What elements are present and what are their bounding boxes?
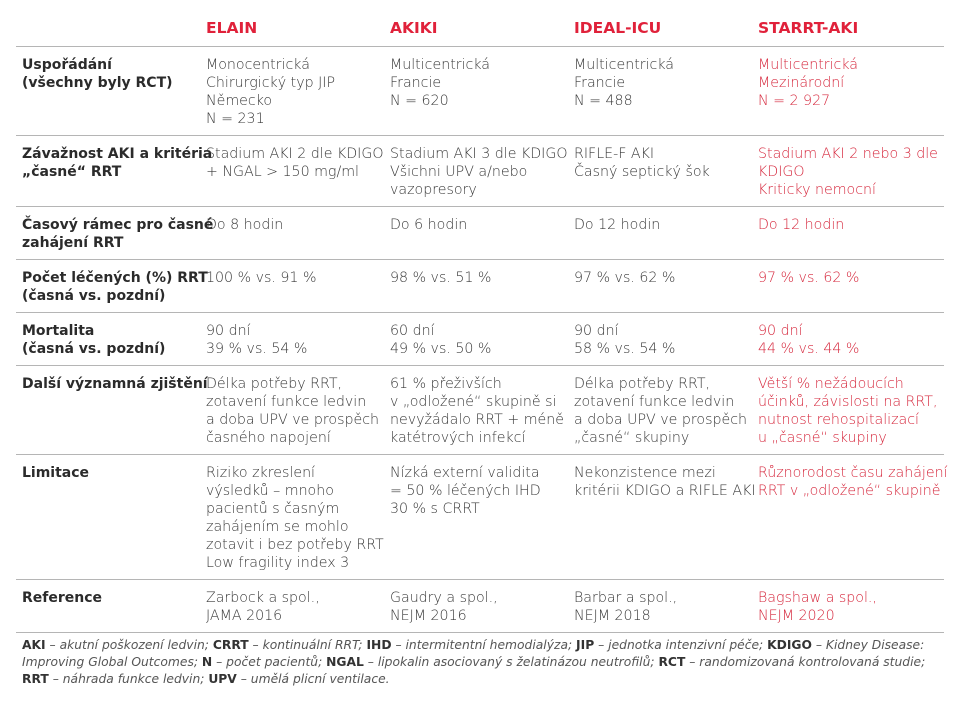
cell-text-line: NEJM 2016 <box>390 608 467 624</box>
row-label-line: Uspořádání <box>22 57 112 73</box>
table-cell <box>384 580 568 633</box>
table-cell <box>200 580 384 633</box>
row-label <box>16 136 213 207</box>
cell-text-line: + NGAL > 150 mg/ml <box>206 164 359 180</box>
cell-text-line: katétrových infekcí <box>390 430 526 446</box>
cell-text-line: 90 dní <box>574 323 619 339</box>
row-label-line: (všechny byly RCT) <box>22 75 173 91</box>
cell-text-line: = 50 % léčených IHD <box>390 483 541 499</box>
footnote-definition: – intermitentní hemodialýza; <box>391 638 577 652</box>
cell-text-line: Větší % nežádoucích <box>758 376 904 392</box>
row-label <box>16 47 200 136</box>
cell-text-line: N = 231 <box>206 111 265 127</box>
cell-text-line: 98 % vs. 51 % <box>390 270 492 286</box>
cell-text-line: 90 dní <box>758 323 803 339</box>
cell-text-line: v „odložené“ skupině si <box>390 394 557 410</box>
cell-text-line: Různorodost času zahájení <box>758 465 948 481</box>
cell-text-line: 61 % přeživších <box>390 376 502 392</box>
cell-text-line: kritérii KDIGO a RIFLE AKI <box>574 483 756 499</box>
row-label-line: Limitace <box>22 465 90 481</box>
cell-text-line: Stadium AKI 2 nebo 3 dle <box>758 146 938 162</box>
cell-text-line: Chirurgický typ JIP <box>206 75 336 91</box>
footnote-abbreviation: JIP <box>576 638 595 652</box>
cell-text-line: zotavit i bez potřeby RRT <box>206 537 384 553</box>
table-cell <box>568 207 752 260</box>
table-cell <box>200 136 384 207</box>
footnote-definition: – Kidney Disease: Improving Global Outcomes; <box>22 638 925 669</box>
cell-text-line: 58 % vs. 54 % <box>574 341 676 357</box>
cell-text-line: 49 % vs. 50 % <box>390 341 492 357</box>
cell-text-line: KDIGO <box>758 164 805 180</box>
table-cell <box>568 47 752 136</box>
table-cell <box>752 136 944 207</box>
row-label-line: Časový rámec pro časné <box>22 217 214 233</box>
cell-text-line: Barbar a spol., <box>574 590 678 606</box>
cell-text-line: Německo <box>206 93 273 109</box>
cell-text-line: výsledků – mnoho <box>206 483 334 499</box>
row-label-line: Počet léčených (%) RRT <box>22 270 208 286</box>
table-cell <box>752 580 944 633</box>
row-label <box>16 366 208 455</box>
footnote-abbreviation: AKI <box>22 638 46 652</box>
cell-text-line: zahájením se mohlo <box>206 519 349 535</box>
cell-text-line: Multicentrická <box>758 57 858 73</box>
footnote-abbreviations <box>22 637 942 688</box>
cell-text-line: nutnost rehospitalizací <box>758 412 919 428</box>
table-header-row <box>16 12 944 47</box>
row-label-line: Mortalita <box>22 323 95 339</box>
table-cell <box>200 260 384 313</box>
cell-text-line: Do 6 hodin <box>390 217 468 233</box>
table-cell <box>384 207 568 260</box>
cell-text-line: a doba UPV ve prospěch <box>574 412 748 428</box>
table-row <box>16 47 944 136</box>
cell-text-line: Stadium AKI 2 dle KDIGO <box>206 146 384 162</box>
cell-text-line: 60 dní <box>390 323 435 339</box>
cell-text-line: Kriticky nemocní <box>758 182 876 198</box>
row-label-line: zahájení RRT <box>22 235 124 251</box>
cell-text-line: 30 % s CRRT <box>390 501 480 517</box>
table-row <box>16 580 944 633</box>
footnote-definition: – lipokalin asociovaný s želatinázou neutrofilů; <box>363 655 659 669</box>
cell-text-line: Do 12 hodin <box>574 217 661 233</box>
table-cell <box>752 455 948 580</box>
footnote-abbreviation: IHD <box>366 638 392 652</box>
footnote-definition: – jednotka intenzivní péče; <box>594 638 768 652</box>
cell-text-line: zotavení funkce ledvin <box>574 394 735 410</box>
cell-text-line: Nekonzistence mezi <box>574 465 716 481</box>
row-label <box>16 260 208 313</box>
footnote-abbreviation: N <box>201 655 213 669</box>
footnote-abbreviation: UPV <box>208 672 237 686</box>
cell-text-line: 90 dní <box>206 323 251 339</box>
cell-text-line: 100 % vs. 91 % <box>206 270 317 286</box>
footnote-abbreviation: KDIGO <box>767 638 812 652</box>
footnote-abbreviation: CRRT <box>212 638 249 652</box>
cell-text-line: časného napojení <box>206 430 331 446</box>
cell-text-line: Gaudry a spol., <box>390 590 498 606</box>
cell-text-line: N = 488 <box>574 93 633 109</box>
table-cell <box>384 366 568 455</box>
footnote-definition: – náhrada funkce ledvin; <box>48 672 209 686</box>
footnote-definition: – randomizovaná kontrolovaná studie; <box>685 655 926 669</box>
footnote-abbreviation: RCT <box>658 655 686 669</box>
footnote-definition: – umělá plicní ventilace. <box>236 672 390 686</box>
table-cell <box>200 455 384 580</box>
cell-text-line: NEJM 2018 <box>574 608 651 624</box>
table-body <box>16 47 948 633</box>
table-cell <box>568 455 756 580</box>
cell-text-line: Stadium AKI 3 dle KDIGO <box>390 146 568 162</box>
cell-text-line: Bagshaw a spol., <box>758 590 877 606</box>
cell-text-line: 97 % vs. 62 % <box>758 270 860 286</box>
cell-text-line: N = 2 927 <box>758 93 831 109</box>
cell-text-line: Riziko zkreslení <box>206 465 315 481</box>
cell-text-line: RIFLE-F AKI <box>574 146 655 162</box>
table-cell <box>200 47 384 136</box>
table-row <box>16 136 944 207</box>
rct-comparison-table <box>16 12 948 633</box>
header-study-starrt-aki: STARRT-AKI <box>758 19 859 37</box>
header-empty-cell <box>16 12 200 47</box>
table-cell <box>752 207 944 260</box>
table-cell <box>384 260 568 313</box>
footnote-definition: – počet pacientů; <box>212 655 327 669</box>
header-study-elain: ELAIN <box>206 19 258 37</box>
cell-text-line: 44 % vs. 44 % <box>758 341 860 357</box>
cell-text-line: „časné“ skupiny <box>574 430 690 446</box>
cell-text-line: Multicentrická <box>390 57 490 73</box>
footnote-abbreviation: NGAL <box>326 655 364 669</box>
row-label <box>16 207 214 260</box>
table-cell <box>384 47 568 136</box>
table-row <box>16 366 944 455</box>
cell-text-line: Francie <box>574 75 626 91</box>
row-label-line: (časná vs. pozdní) <box>22 288 166 304</box>
row-label-line: Reference <box>22 590 103 606</box>
row-label <box>16 313 200 366</box>
cell-text-line: u „časné“ skupiny <box>758 430 887 446</box>
footnote-definition: – akutní poškození ledvin; <box>45 638 213 652</box>
table-cell <box>568 260 752 313</box>
cell-text-line: 97 % vs. 62 % <box>574 270 676 286</box>
cell-text-line: Francie <box>390 75 442 91</box>
table-row <box>16 207 944 260</box>
table-row <box>16 313 944 366</box>
cell-text-line: Všichni UPV a/nebo <box>390 164 528 180</box>
row-label-line: Další významná zjištění <box>22 376 208 392</box>
cell-text-line: Zarbock a spol., <box>206 590 320 606</box>
cell-text-line: nevyžádalo RRT + méně <box>390 412 565 428</box>
table-cell <box>568 313 752 366</box>
row-label <box>16 455 200 580</box>
row-label-line: (časná vs. pozdní) <box>22 341 166 357</box>
cell-text-line: Mezinárodní <box>758 75 845 91</box>
cell-text-line: NEJM 2020 <box>758 608 835 624</box>
table-row <box>16 260 944 313</box>
cell-text-line: RRT v „odložené“ skupině <box>758 483 941 499</box>
cell-text-line: Monocentrická <box>206 57 310 73</box>
table-cell <box>568 366 752 455</box>
table-cell <box>384 313 568 366</box>
table-cell <box>384 136 568 207</box>
cell-text-line: Délka potřeby RRT, <box>206 376 343 392</box>
row-label <box>16 580 200 633</box>
cell-text-line: zotavení funkce ledvin <box>206 394 367 410</box>
table-cell <box>200 366 384 455</box>
header-study-akiki: AKIKI <box>390 19 438 37</box>
footnote-definition: – kontinuální RRT; <box>248 638 367 652</box>
cell-text-line: Časný septický šok <box>574 164 710 180</box>
cell-text-line: pacientů s časným <box>206 501 340 517</box>
cell-text-line: Low fragility index 3 <box>206 555 350 571</box>
cell-text-line: Nízká externí validita <box>390 465 540 481</box>
table-cell <box>384 455 568 580</box>
table-cell <box>752 313 944 366</box>
table-cell <box>752 47 944 136</box>
cell-text-line: Délka potřeby RRT, <box>574 376 711 392</box>
cell-text-line: účinků, závislosti na RRT, <box>758 394 938 410</box>
cell-text-line: Do 8 hodin <box>206 217 284 233</box>
table-cell <box>200 313 384 366</box>
row-label-line: „časné“ RRT <box>22 164 122 180</box>
cell-text-line: vazopresory <box>390 182 477 198</box>
table-cell <box>752 366 944 455</box>
cell-text-line: 39 % vs. 54 % <box>206 341 308 357</box>
table-cell <box>568 580 752 633</box>
table-cell <box>200 207 384 260</box>
footnote-abbreviation: RRT <box>22 672 49 686</box>
table-cell <box>568 136 752 207</box>
row-label-line: Závažnost AKI a kritéria <box>22 146 213 162</box>
cell-text-line: Do 12 hodin <box>758 217 845 233</box>
table-row <box>16 455 944 580</box>
table-cell <box>752 260 944 313</box>
cell-text-line: Multicentrická <box>574 57 674 73</box>
cell-text-line: JAMA 2016 <box>206 608 283 624</box>
cell-text-line: N = 620 <box>390 93 449 109</box>
comparison-table-container <box>16 12 948 633</box>
header-study-ideal-icu: IDEAL-ICU <box>574 19 662 37</box>
cell-text-line: a doba UPV ve prospěch <box>206 412 380 428</box>
